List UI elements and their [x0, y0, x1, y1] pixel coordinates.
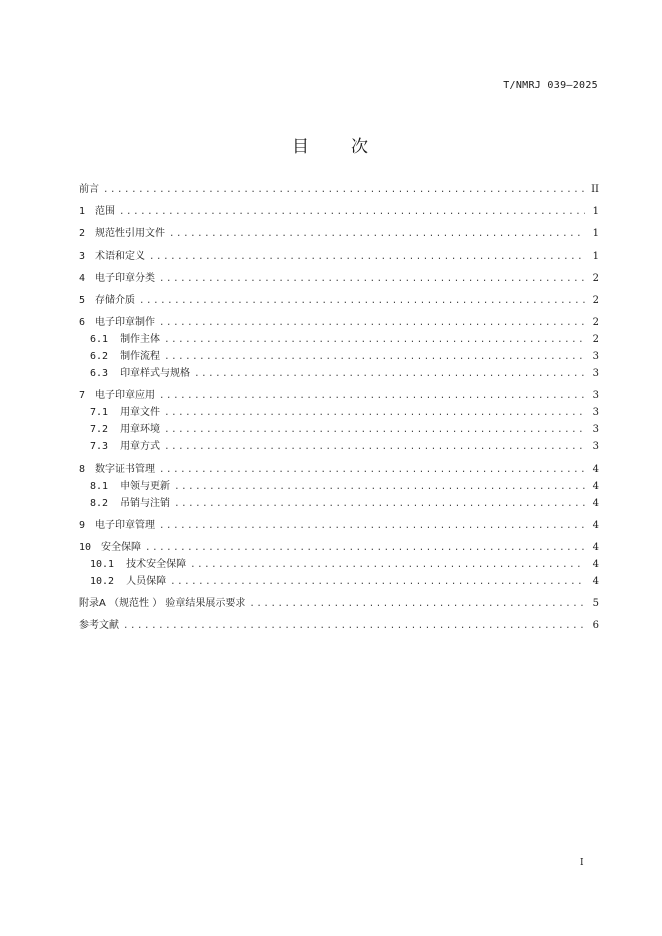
toc-entry[interactable] [79, 331, 599, 348]
toc-leader-dots [164, 439, 585, 456]
toc-entry[interactable] [79, 181, 599, 198]
toc-entry-label: 技术安全保障 [126, 558, 187, 570]
toc-entry-number: 7 [79, 390, 86, 402]
toc-entry-label: 制作流程 [120, 351, 161, 363]
toc-entry[interactable] [79, 387, 599, 404]
toc-entry-page: 2 [592, 272, 599, 284]
toc-entry-label: 数字证书管理 [95, 463, 156, 475]
toc-entry-page: 3 [592, 441, 599, 453]
toc-entry-number: 2 [79, 228, 86, 240]
toc-entry[interactable] [79, 225, 599, 242]
toc-entry-number: 10.1 [90, 558, 115, 570]
toc-entry-number: 6.1 [90, 334, 109, 346]
toc-entry[interactable] [79, 573, 599, 590]
toc-entry-page: 1 [592, 250, 599, 262]
toc-leader-dots [123, 618, 585, 635]
toc-entry[interactable] [79, 365, 599, 382]
toc-entry-page: 4 [592, 541, 599, 553]
toc-leader-dots [170, 574, 585, 591]
toc-entry-page: 4 [592, 575, 599, 587]
toc-entry-page: 4 [592, 558, 599, 570]
toc-leader-dots [145, 540, 585, 557]
toc-entry-page: 2 [592, 317, 599, 329]
toc-entry-label: 范围 [95, 206, 116, 218]
toc-leader-dots [164, 332, 585, 349]
toc-entry[interactable] [79, 348, 599, 365]
toc-leader-dots [190, 557, 585, 574]
page-number: I [580, 858, 584, 868]
toc-entry-label: 安全保障 [101, 541, 142, 553]
toc-entry[interactable] [79, 438, 599, 455]
toc-entry-page: 1 [592, 228, 599, 240]
page-title [0, 132, 662, 157]
toc-entry-page: 2 [592, 294, 599, 306]
toc-entry[interactable] [79, 556, 599, 573]
toc-entry[interactable] [79, 495, 599, 512]
toc-entry-number: 5 [79, 294, 86, 306]
toc-entry[interactable] [79, 270, 599, 287]
toc-entry-label: 吊销与注销 [120, 497, 171, 509]
title-char-1: 目 [292, 137, 311, 157]
document-code: T/NMRJ 039—2025 [503, 80, 598, 91]
toc-entry-page: 3 [592, 351, 599, 363]
toc-entry-label: 用章方式 [120, 441, 161, 453]
toc-leader-dots [169, 226, 585, 243]
toc-entry-label: 用章环境 [120, 424, 161, 436]
toc-entry[interactable] [79, 539, 599, 556]
toc-entry-number: 7.1 [90, 407, 109, 419]
toc-entry-label: 电子印章制作 [95, 317, 156, 329]
toc-leader-dots [159, 315, 585, 332]
toc-entry-page: 1 [592, 206, 599, 218]
toc-entry-number: 3 [79, 250, 86, 262]
toc-entry-label: 人员保障 [126, 575, 167, 587]
toc-entry-label: 电子印章分类 [95, 272, 156, 284]
toc-entry-number: 10.2 [90, 575, 115, 587]
title-char-2: 次 [351, 137, 370, 157]
toc-leader-dots [139, 293, 585, 310]
toc-entry[interactable] [79, 292, 599, 309]
toc-entry-label: 术语和定义 [95, 250, 146, 262]
toc-leader-dots [159, 462, 585, 479]
toc-leader-dots [103, 182, 585, 199]
toc-leader-dots [164, 349, 585, 366]
toc-entry-page: 4 [592, 463, 599, 475]
toc-leader-dots [159, 388, 585, 405]
toc-entry[interactable] [79, 517, 599, 534]
toc-entry-label: 用章文件 [120, 407, 161, 419]
toc-entry-label: 印章样式与规格 [120, 368, 191, 380]
toc-entry-label: 申领与更新 [120, 480, 171, 492]
toc-leader-dots [159, 518, 585, 535]
toc-entry-label: 存储介质 [95, 294, 136, 306]
toc-entry[interactable] [79, 248, 599, 265]
toc-entry-label: 制作主体 [120, 334, 161, 346]
toc-entry-number: 8.2 [90, 497, 109, 509]
toc-entry-label: 参考文献 [79, 620, 119, 632]
toc-entry-page: 4 [592, 497, 599, 509]
toc-entry-page: 3 [592, 368, 599, 380]
toc-entry-page: II [591, 184, 599, 195]
toc-entry-page: 6 [592, 620, 599, 632]
toc-leader-dots [174, 479, 585, 496]
toc-entry-page: 4 [592, 519, 599, 531]
toc-leader-dots [194, 366, 585, 383]
toc-entry-number: 6 [79, 317, 86, 329]
toc-entry-number: 4 [79, 272, 86, 284]
toc-entry-page: 3 [592, 390, 599, 402]
toc-entry-number: 7.3 [90, 441, 109, 453]
toc-entry-page: 3 [592, 424, 599, 436]
toc-entry[interactable] [79, 421, 599, 438]
toc-entry-number: 6.3 [90, 368, 109, 380]
toc-entry-page: 3 [592, 407, 599, 419]
toc-leader-dots [159, 271, 585, 288]
table-of-contents [79, 181, 599, 634]
toc-leader-dots [249, 596, 585, 613]
toc-leader-dots [164, 422, 585, 439]
toc-entry-label: 附录A （规范性 ） 验章结果展示要求 [79, 598, 246, 610]
toc-leader-dots [164, 405, 585, 422]
toc-entry-page: 4 [592, 480, 599, 492]
toc-entry-page: 2 [592, 334, 599, 346]
toc-entry-number: 7.2 [90, 424, 109, 436]
toc-entry[interactable] [79, 203, 599, 220]
toc-entry-number: 8 [79, 463, 86, 475]
toc-entry-number: 6.2 [90, 351, 109, 363]
toc-entry-label: 规范性引用文件 [95, 228, 166, 240]
toc-entry-page: 5 [592, 598, 599, 610]
toc-entry[interactable] [79, 478, 599, 495]
toc-entry[interactable] [79, 461, 599, 478]
toc-entry-number: 8.1 [90, 480, 109, 492]
toc-leader-dots [174, 496, 585, 513]
toc-entry[interactable] [79, 617, 599, 634]
toc-entry-label: 电子印章应用 [95, 390, 156, 402]
toc-entry-number: 9 [79, 519, 86, 531]
toc-entry-number: 1 [79, 206, 86, 218]
toc-leader-dots [119, 204, 585, 221]
toc-entry[interactable] [79, 404, 599, 421]
toc-entry-label: 电子印章管理 [95, 519, 156, 531]
toc-entry[interactable] [79, 314, 599, 331]
toc-leader-dots [149, 249, 585, 266]
toc-entry-label: 前言 [79, 184, 99, 195]
toc-entry-number: 10 [79, 541, 92, 553]
toc-entry[interactable] [79, 595, 599, 612]
